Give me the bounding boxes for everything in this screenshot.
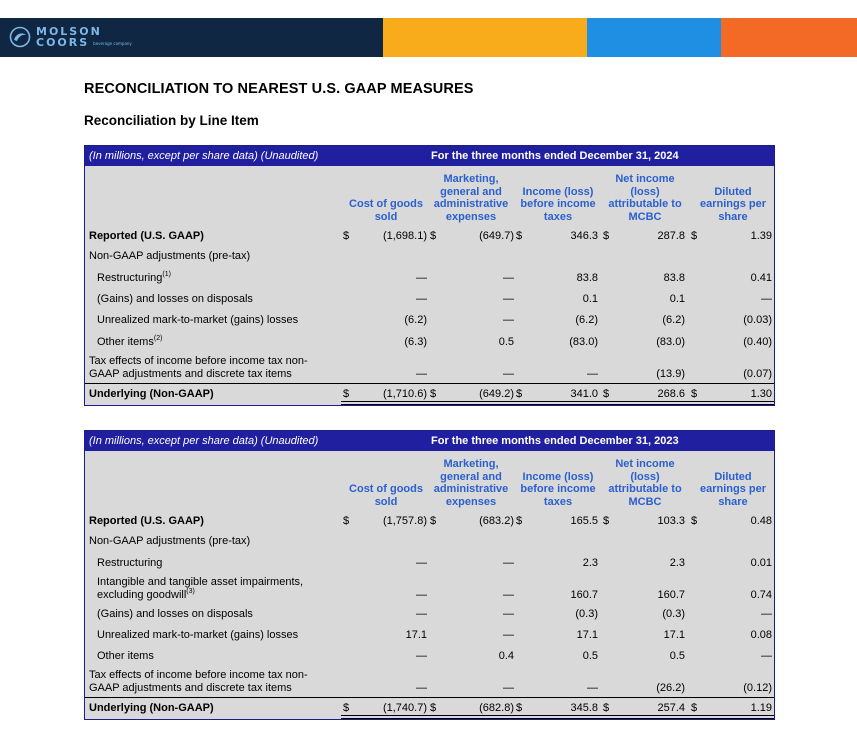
row-label: [97, 557, 162, 570]
table-row: [85, 226, 774, 246]
value-cell: —: [416, 682, 427, 694]
double-underline: [341, 401, 774, 405]
value-cell: (0.03): [743, 314, 772, 326]
column-header: Marketing, general and administrative expenses: [433, 458, 509, 508]
currency-symbol: $: [430, 515, 437, 527]
value-cell: —: [416, 557, 427, 569]
value-cell: —: [503, 589, 514, 601]
logo-line1: MOLSON: [36, 25, 102, 38]
value-cell: 160.7: [570, 589, 598, 601]
currency-symbol: $: [343, 230, 350, 242]
brand-bar-navy: [0, 18, 383, 57]
value-cell: 1.19: [750, 702, 772, 714]
table-units-note: (In millions, except per share data) (Unaudited): [89, 435, 319, 447]
logo-sub: beverage company: [93, 40, 132, 46]
table-row: [85, 531, 774, 552]
row-label: [89, 535, 250, 548]
row-label-text: Reported (U.S. GAAP): [89, 515, 204, 527]
currency-symbol: $: [516, 230, 523, 242]
currency-symbol: $: [430, 388, 437, 400]
row-label: [97, 336, 162, 349]
currency-symbol: $: [516, 515, 523, 527]
value-cell: —: [587, 368, 598, 380]
row-label: [97, 650, 154, 663]
row-label-text: (Gains) and losses on disposals: [97, 608, 253, 620]
table-row: [85, 667, 774, 697]
value-cell: 0.4: [498, 650, 514, 662]
value-cell: —: [761, 650, 772, 662]
currency-symbol: $: [603, 388, 610, 400]
value-cell: —: [503, 293, 514, 305]
logo-wordmark: [36, 26, 132, 48]
table-row: [85, 310, 774, 331]
total-rule: [85, 383, 774, 384]
row-label-text: Non-GAAP adjustments (pre-tax): [89, 250, 251, 262]
value-cell: (683.2): [479, 515, 514, 527]
value-cell: 0.08: [750, 629, 772, 641]
value-cell: 0.48: [750, 515, 772, 527]
value-cell: 0.5: [669, 650, 685, 662]
reconciliation-table: [84, 145, 775, 406]
table-row: [85, 604, 774, 625]
table-row: [85, 267, 774, 289]
table-row: [85, 552, 774, 574]
row-label-text: Unrealized mark-to-market (gains) losses: [97, 629, 299, 641]
value-cell: 0.41: [750, 272, 772, 284]
footnote-ref: (1): [162, 271, 171, 278]
molson-coors-logo: [9, 26, 132, 48]
value-cell: (682.8): [479, 702, 514, 714]
row-label-text: Other items: [97, 650, 154, 662]
value-cell: —: [416, 272, 427, 284]
row-label-text: Tax effects of income before income tax non-: [89, 355, 308, 367]
value-cell: —: [503, 368, 514, 380]
value-cell: 287.8: [657, 230, 685, 242]
footnote-ref: (3): [186, 588, 195, 595]
brand-bar: [0, 18, 857, 57]
currency-symbol: $: [343, 388, 350, 400]
value-cell: (83.0): [569, 336, 598, 348]
table-row: [85, 511, 774, 531]
value-cell: 2.3: [582, 557, 598, 569]
value-cell: (1,710.6): [382, 388, 427, 400]
value-cell: —: [503, 608, 514, 620]
logo-line2: COORS: [36, 36, 90, 49]
value-cell: —: [416, 650, 427, 662]
table-row: [85, 625, 774, 646]
value-cell: (0.07): [743, 368, 772, 380]
currency-symbol: $: [343, 702, 350, 714]
value-cell: —: [587, 682, 598, 694]
currency-symbol: $: [516, 388, 523, 400]
column-header: Marketing, general and administrative expenses: [433, 173, 509, 223]
value-cell: (83.0): [656, 336, 685, 348]
table-row: [85, 574, 774, 604]
column-header: Income (loss) before income taxes: [520, 185, 596, 223]
row-label-text: Unrealized mark-to-market (gains) losses: [97, 314, 299, 326]
column-headers: [85, 451, 774, 511]
value-cell: (649.2): [479, 388, 514, 400]
value-cell: —: [416, 589, 427, 601]
brand-bar-gold: [383, 18, 587, 57]
row-label-text: Other items: [97, 336, 154, 348]
column-header: Diluted earnings per share: [699, 470, 767, 508]
value-cell: 0.5: [498, 336, 514, 348]
currency-symbol: $: [691, 388, 698, 400]
page-title: RECONCILIATION TO NEAREST U.S. GAAP MEASURES: [84, 81, 474, 97]
table-row: [85, 697, 774, 719]
value-cell: 341.0: [570, 388, 598, 400]
row-label-text-line2: GAAP adjustments and discrete tax items: [89, 368, 292, 380]
table-row: [85, 331, 774, 353]
row-label: [89, 230, 204, 243]
currency-symbol: $: [691, 230, 698, 242]
column-header: Net income (loss) attributable to MCBC: [608, 173, 682, 223]
row-label: [97, 576, 303, 602]
row-label-text: Underlying (Non-GAAP): [89, 702, 214, 714]
row-label: [89, 515, 204, 528]
value-cell: 17.1: [663, 629, 685, 641]
table-row: [85, 353, 774, 383]
value-cell: 2.3: [669, 557, 685, 569]
value-cell: (1,757.8): [382, 515, 427, 527]
value-cell: 346.3: [570, 230, 598, 242]
value-cell: 0.01: [750, 557, 772, 569]
column-header: Diluted earnings per share: [699, 185, 767, 223]
column-header: Cost of goods sold: [349, 198, 423, 223]
value-cell: 83.8: [663, 272, 685, 284]
value-cell: —: [761, 293, 772, 305]
table-header-band: [85, 431, 774, 451]
row-label-text: (Gains) and losses on disposals: [97, 293, 253, 305]
currency-symbol: $: [603, 702, 610, 714]
row-label: [89, 250, 250, 263]
value-cell: —: [503, 682, 514, 694]
brand-bar-orange: [721, 18, 857, 57]
page-subtitle: Reconciliation by Line Item: [84, 113, 259, 128]
value-cell: (13.9): [656, 368, 685, 380]
row-label: [97, 293, 253, 306]
row-label-text: Tax effects of income before income tax non-: [89, 669, 308, 681]
value-cell: 165.5: [570, 515, 598, 527]
footnote-ref: (2): [153, 335, 163, 342]
currency-symbol: $: [430, 230, 437, 242]
row-label: [97, 629, 298, 642]
row-label-text: Underlying (Non-GAAP): [89, 388, 214, 400]
value-cell: —: [503, 314, 514, 326]
row-label-text: Restructuring: [97, 557, 163, 569]
value-cell: 345.8: [570, 702, 598, 714]
row-label: [89, 355, 308, 381]
value-cell: 83.8: [576, 272, 598, 284]
value-cell: 103.3: [657, 515, 685, 527]
table-period: For the three months ended December 31, 2024: [431, 150, 679, 162]
value-cell: (0.3): [575, 608, 598, 620]
column-header: Income (loss) before income taxes: [520, 470, 596, 508]
brand-bar-blue: [587, 18, 721, 57]
value-cell: 17.1: [405, 629, 427, 641]
currency-symbol: $: [343, 515, 350, 527]
currency-symbol: $: [603, 515, 610, 527]
row-label: [89, 669, 308, 695]
value-cell: 257.4: [657, 702, 685, 714]
table-units-note: (In millions, except per share data) (Unaudited): [89, 150, 319, 162]
row-label: [89, 702, 214, 715]
row-label: [97, 272, 171, 285]
value-cell: (6.2): [662, 314, 685, 326]
value-cell: (6.3): [404, 336, 427, 348]
row-label-text: Non-GAAP adjustments (pre-tax): [89, 535, 251, 547]
row-label-text-line2: excluding goodwill: [97, 589, 187, 601]
value-cell: (649.7): [479, 230, 514, 242]
currency-symbol: $: [430, 702, 437, 714]
value-cell: 268.6: [657, 388, 685, 400]
reconciliation-table: [84, 430, 775, 720]
row-label-text: Intangible and tangible asset impairments,: [97, 576, 304, 588]
value-cell: 1.30: [750, 388, 772, 400]
value-cell: 0.1: [582, 293, 598, 305]
table-row: [85, 246, 774, 267]
value-cell: —: [416, 608, 427, 620]
column-headers: [85, 166, 774, 226]
value-cell: (0.12): [743, 682, 772, 694]
value-cell: (6.2): [575, 314, 598, 326]
value-cell: 0.5: [582, 650, 598, 662]
row-label: [89, 388, 214, 401]
value-cell: —: [416, 368, 427, 380]
value-cell: 0.74: [750, 589, 772, 601]
value-cell: (0.40): [743, 336, 772, 348]
table-row: [85, 383, 774, 405]
value-cell: —: [503, 629, 514, 641]
row-label: [97, 608, 253, 621]
row-label-text-line2: GAAP adjustments and discrete tax items: [89, 682, 292, 694]
value-cell: —: [503, 557, 514, 569]
value-cell: 1.39: [750, 230, 772, 242]
table-period: For the three months ended December 31, 2023: [431, 435, 679, 447]
row-label-text: Reported (U.S. GAAP): [89, 230, 204, 242]
total-rule: [85, 697, 774, 698]
row-label-text: Restructuring: [97, 272, 163, 284]
currency-symbol: $: [691, 702, 698, 714]
double-underline: [341, 715, 774, 719]
value-cell: 160.7: [657, 589, 685, 601]
column-header: Net income (loss) attributable to MCBC: [608, 458, 682, 508]
value-cell: (26.2): [656, 682, 685, 694]
value-cell: (1,698.1): [382, 230, 427, 242]
table-row: [85, 646, 774, 667]
value-cell: 17.1: [576, 629, 598, 641]
row-label: [97, 314, 298, 327]
value-cell: —: [503, 272, 514, 284]
currency-symbol: $: [603, 230, 610, 242]
value-cell: (0.3): [662, 608, 685, 620]
value-cell: (6.2): [404, 314, 427, 326]
molson-coors-mark-icon: [9, 26, 31, 48]
table-header-band: [85, 146, 774, 166]
table-row: [85, 289, 774, 310]
currency-symbol: $: [516, 702, 523, 714]
value-cell: 0.1: [669, 293, 685, 305]
column-header: Cost of goods sold: [349, 483, 423, 508]
value-cell: —: [761, 608, 772, 620]
currency-symbol: $: [691, 515, 698, 527]
value-cell: (1,740.7): [382, 702, 427, 714]
value-cell: —: [416, 293, 427, 305]
